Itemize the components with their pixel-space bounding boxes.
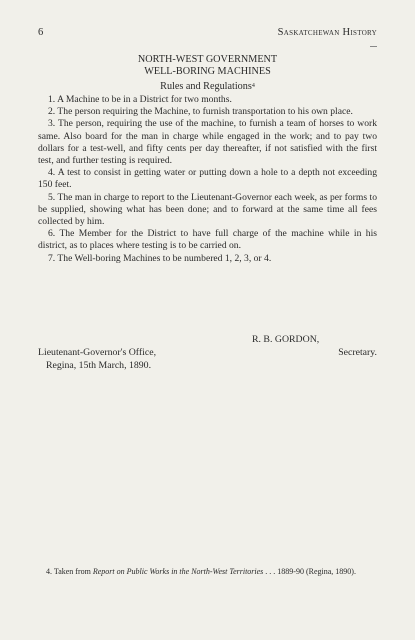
footnote-prefix: Taken from: [53, 567, 91, 576]
rule-item: 2. The person requiring the Machine, to furnish transportation to his own place.: [48, 106, 353, 118]
heading-subtitle: [38, 81, 377, 93]
rule-item: 7. The Well-boring Machines to be numbered 1, 2, 3, or 4.: [48, 252, 272, 264]
place-and-date: Regina, 15th March, 1890.: [46, 360, 152, 371]
rule-item: 5. The man in charge to report to the Lieutenant-Governor each week, as per forms to be supplied, showing what has been done; and to forward at the same time all fees collected by him.: [38, 191, 377, 228]
heading-line-1: NORTH-WEST GOVERNMENT: [137, 54, 278, 65]
heading-line-2: WELL-BORING MACHINES: [144, 66, 271, 77]
page-number: 6: [38, 27, 44, 38]
journal-title: Saskatchewan History: [277, 27, 377, 38]
footnote-number: 4.: [46, 567, 52, 576]
footnote-reference: 4: [251, 83, 255, 89]
rule-item: 1. A Machine to be in a District for two months.: [48, 94, 232, 105]
footnote: [38, 567, 377, 578]
rule-item: 3. The person, requiring the use of the machine, to furnish a team of horses to work same. Also board for the man in charge while engaged in the work; and to pay two dollars for a test-well, and fifty cents per day thereafter, if not satisfied with the first test, and further testing is required.: [38, 118, 377, 167]
signatory-name: R. B. GORDON,: [252, 334, 320, 345]
running-head: [38, 27, 377, 41]
footnote-suffix: . . . 1889-90 (Regina, 1890).: [265, 567, 356, 576]
signatory-role: Secretary.: [338, 347, 377, 358]
signatory-office: Lieutenant-Governor's Office,: [38, 347, 157, 358]
rule-item: 4. A test to consist in getting water or putting down a hole to a depth not exceeding 150 feet.: [38, 167, 377, 191]
footnote-source-title: Report on Public Works in the North-West Territories: [92, 567, 264, 576]
margin-mark: [370, 46, 377, 47]
rule-item: 6. The Member for the District to have full charge of the machine while in his district, as to places where testing is to be carried on.: [38, 228, 377, 252]
rules-list: [38, 94, 377, 265]
subtitle-text: Rules and Regulations: [160, 81, 252, 92]
